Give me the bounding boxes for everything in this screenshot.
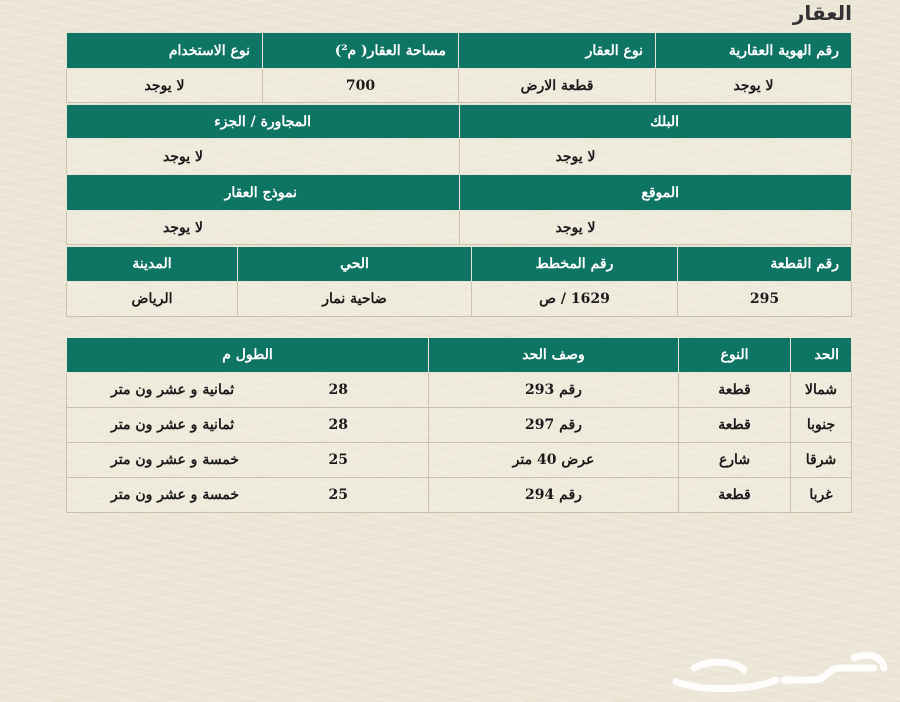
header-plan-number: رقم المخطط (472, 247, 678, 282)
section-title: العقار (792, 1, 852, 25)
boundary-row (67, 408, 852, 443)
header-usage: نوع الاستخدام (67, 33, 263, 69)
boundary-length (67, 478, 429, 513)
header-row (67, 175, 852, 211)
header-neighborhood-part: المجاورة / الجزء (67, 105, 460, 139)
boundary-length-number: 28 (328, 382, 348, 398)
boundary-row (67, 443, 852, 478)
value-block: لا يوجد (460, 139, 852, 175)
boundary-length-words: ثمانية و عشر ون متر (111, 382, 235, 398)
property-info-table-1 (66, 32, 852, 103)
header-location: الموقع (460, 175, 852, 211)
header-boundary-description: وصف الحد (429, 338, 679, 373)
value-row (67, 211, 852, 245)
value-area: 700 (263, 69, 459, 103)
haraj-watermark-logo (664, 646, 894, 698)
boundary-row (67, 373, 852, 408)
boundary-type: قطعة (679, 373, 791, 408)
header-boundary-length: الطول م (67, 338, 429, 373)
boundary-description: رقم 294 (429, 478, 679, 513)
value-location: لا يوجد (460, 211, 852, 245)
watermark-text: حراج (737, 653, 811, 688)
header-row (67, 105, 852, 139)
boundary-type: قطعة (679, 408, 791, 443)
boundary-description: رقم 297 (429, 408, 679, 443)
header-plot-number: رقم القطعة (678, 247, 852, 282)
header-city: المدينة (67, 247, 238, 282)
header-area: مساحة العقار( م²) (263, 33, 459, 69)
property-info-table-3 (66, 174, 852, 245)
value-row (67, 69, 852, 103)
boundary-description: رقم 293 (429, 373, 679, 408)
value-property-model: لا يوجد (67, 211, 460, 245)
property-info-table-2 (66, 104, 852, 175)
property-info-table-4 (66, 246, 852, 317)
boundary-length-words: خمسة و عشر ون متر (111, 487, 240, 503)
boundary-direction: جنوبا (791, 408, 852, 443)
boundary-length (67, 443, 429, 478)
boundary-direction: شرقا (791, 443, 852, 478)
value-row (67, 282, 852, 317)
boundaries-body (67, 373, 852, 513)
value-property-id: لا يوجد (656, 69, 852, 103)
header-property-type: نوع العقار (459, 33, 656, 69)
boundary-length-words: خمسة و عشر ون متر (111, 452, 240, 468)
boundary-length-number: 25 (328, 487, 348, 503)
value-city: الرياض (67, 282, 238, 317)
value-row (67, 139, 852, 175)
boundaries-header-row (67, 338, 852, 373)
value-property-type: قطعة الارض (459, 69, 656, 103)
boundary-type: شارع (679, 443, 791, 478)
boundaries-table (66, 337, 852, 513)
boundary-length (67, 408, 429, 443)
header-row (67, 247, 852, 282)
boundary-length-number: 25 (328, 452, 348, 468)
boundary-length-words: ثمانية و عشر ون متر (111, 417, 235, 433)
header-boundary: الحد (791, 338, 852, 373)
value-plot-number: 295 (678, 282, 852, 317)
boundary-length-number: 28 (328, 417, 348, 433)
value-plan-number: 1629 / ص (472, 282, 678, 317)
header-row (67, 33, 852, 69)
boundary-length (67, 373, 429, 408)
value-usage: لا يوجد (67, 69, 263, 103)
header-boundary-type: النوع (679, 338, 791, 373)
header-block: البلك (460, 105, 852, 139)
value-district: ضاحية نمار (238, 282, 472, 317)
header-property-id: رقم الهوية العقارية (656, 33, 852, 69)
boundary-direction: غربا (791, 478, 852, 513)
boundary-type: قطعة (679, 478, 791, 513)
header-property-model: نموذج العقار (67, 175, 460, 211)
boundary-description: عرض 40 متر (429, 443, 679, 478)
value-neighborhood-part: لا يوجد (67, 139, 460, 175)
boundary-direction: شمالا (791, 373, 852, 408)
boundary-row (67, 478, 852, 513)
header-district: الحي (238, 247, 472, 282)
